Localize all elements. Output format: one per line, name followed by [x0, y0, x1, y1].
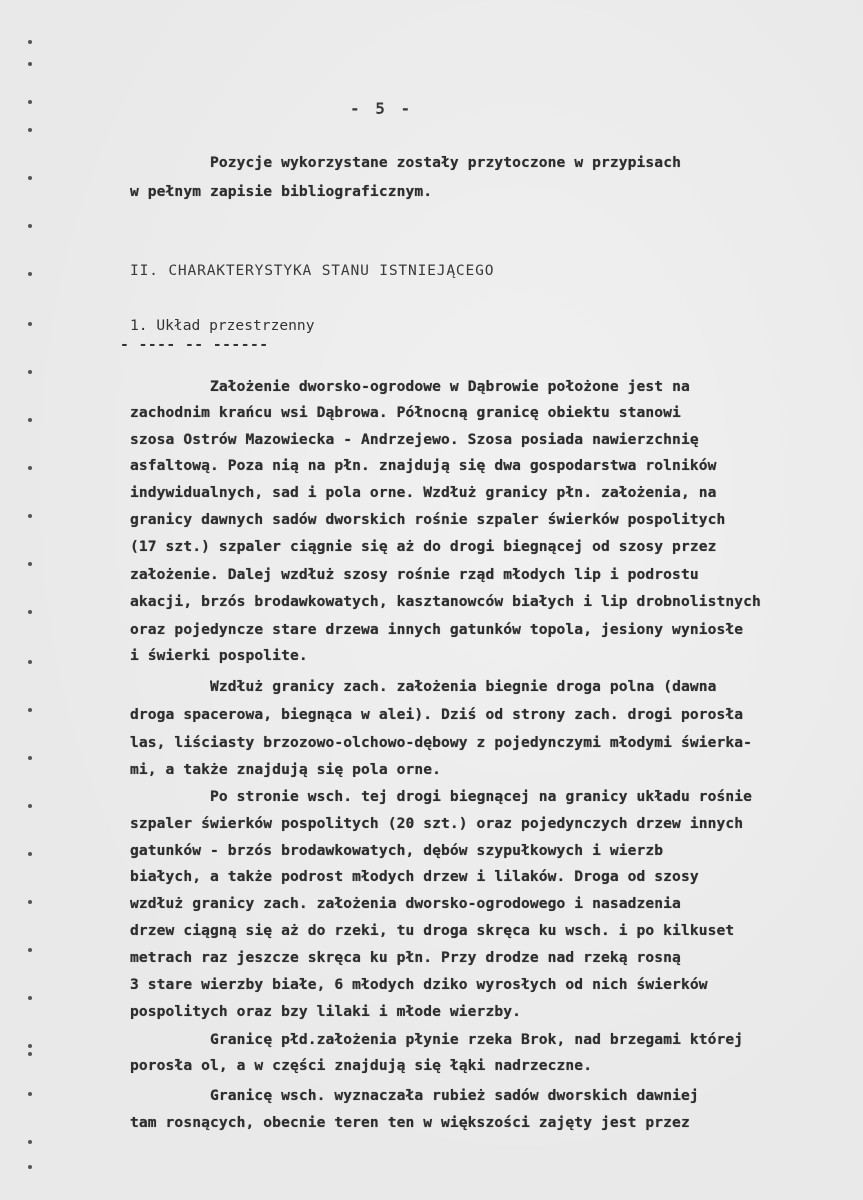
body-line: gatunków - brzós brodawkowatych, dębów szypułkowych i wierzb [130, 842, 664, 859]
body-line: las, liściasty brzozowo-olchowo-dębowy z pojedynczymi młodymi świerka- [130, 734, 753, 751]
body-line: białych, a także podrost młodych drzew i lilaków. Droga od szosy [130, 868, 699, 885]
subsection-underline: - ---- -- ------ [120, 336, 269, 353]
body-line: zachodnim krańcu wsi Dąbrowa. Północną granicę obiektu stanowi [130, 404, 681, 421]
body-line: metrach raz jeszcze skręca ku płn. Przy drodze nad rzeką rosną [130, 949, 681, 966]
body-line: tam rosnących, obecnie teren ten w większości zajęty jest przez [130, 1114, 690, 1131]
body-line: granicy dawnych sadów dworskich rośnie szpaler świerków pospolitych [130, 511, 726, 528]
body-line: założenie. Dalej wzdłuż szosy rośnie rząd młodych lip i podrostu [130, 566, 699, 583]
body-line: oraz pojedyncze stare drzewa innych gatunków topola, jesiony wyniosłe [130, 621, 744, 638]
subsection-heading: 1. Układ przestrzenny [130, 317, 315, 334]
body-line: wzdłuż granicy zach. założenia dworsko-ogrodowego i nasadzenia [130, 895, 681, 912]
binding-holes [28, 0, 40, 1200]
body-line: porosła ol, a w części znajdują się łąki nadrzeczne. [130, 1057, 593, 1074]
body-line: Po stronie wsch. tej drogi biegnącej na granicy układu rośnie [210, 788, 753, 805]
body-line: Założenie dworsko-ogrodowe w Dąbrowie położone jest na [210, 378, 690, 395]
body-line: pospolitych oraz bzy lilaki i młode wierzby. [130, 1003, 521, 1020]
section-heading: II. CHARAKTERYSTYKA STANU ISTNIEJĄCEGO [130, 262, 495, 279]
body-line: akacji, brzós brodawkowatych, kasztanowców białych i lip drobnolistnych [130, 593, 761, 610]
intro-line: w pełnym zapisie bibliograficznym. [130, 183, 433, 200]
body-line: asfaltową. Poza nią na płn. znajdują się dwa gospodarstwa rolników [130, 457, 717, 474]
body-line: szpaler świerków pospolitych (20 szt.) oraz pojedynczych drzew innych [130, 815, 744, 832]
body-line: (17 szt.) szpaler ciągnie się aż do drogi biegnącej od szosy przez [130, 538, 717, 555]
body-line: drzew ciągną się aż do rzeki, tu droga skręca ku wsch. i po kilkuset [130, 922, 735, 939]
body-line: mi, a także znajdują się pola orne. [130, 761, 442, 778]
page-number: - 5 - [350, 99, 414, 118]
body-line: szosa Ostrów Mazowiecka - Andrzejewo. Szosa posiada nawierzchnię [130, 431, 699, 448]
body-line: 3 stare wierzby białe, 6 młodych dziko wyrosłych od nich świerków [130, 976, 708, 993]
body-line: Granicę wsch. wyznaczała rubież sadów dworskich dawniej [210, 1087, 699, 1104]
body-line: droga spacerowa, biegnąca w alei). Dziś od strony zach. drogi porosła [130, 706, 744, 723]
body-line: Wzdłuż granicy zach. założenia biegnie droga polna (dawna [210, 678, 717, 695]
body-line: indywidualnych, sad i pola orne. Wzdłuż granicy płn. założenia, na [130, 484, 717, 501]
intro-line: Pozycje wykorzystane zostały przytoczone w przypisach [210, 154, 681, 171]
body-line: Granicę płd.założenia płynie rzeka Brok, nad brzegami której [210, 1031, 744, 1048]
body-line: i świerki pospolite. [130, 647, 308, 664]
